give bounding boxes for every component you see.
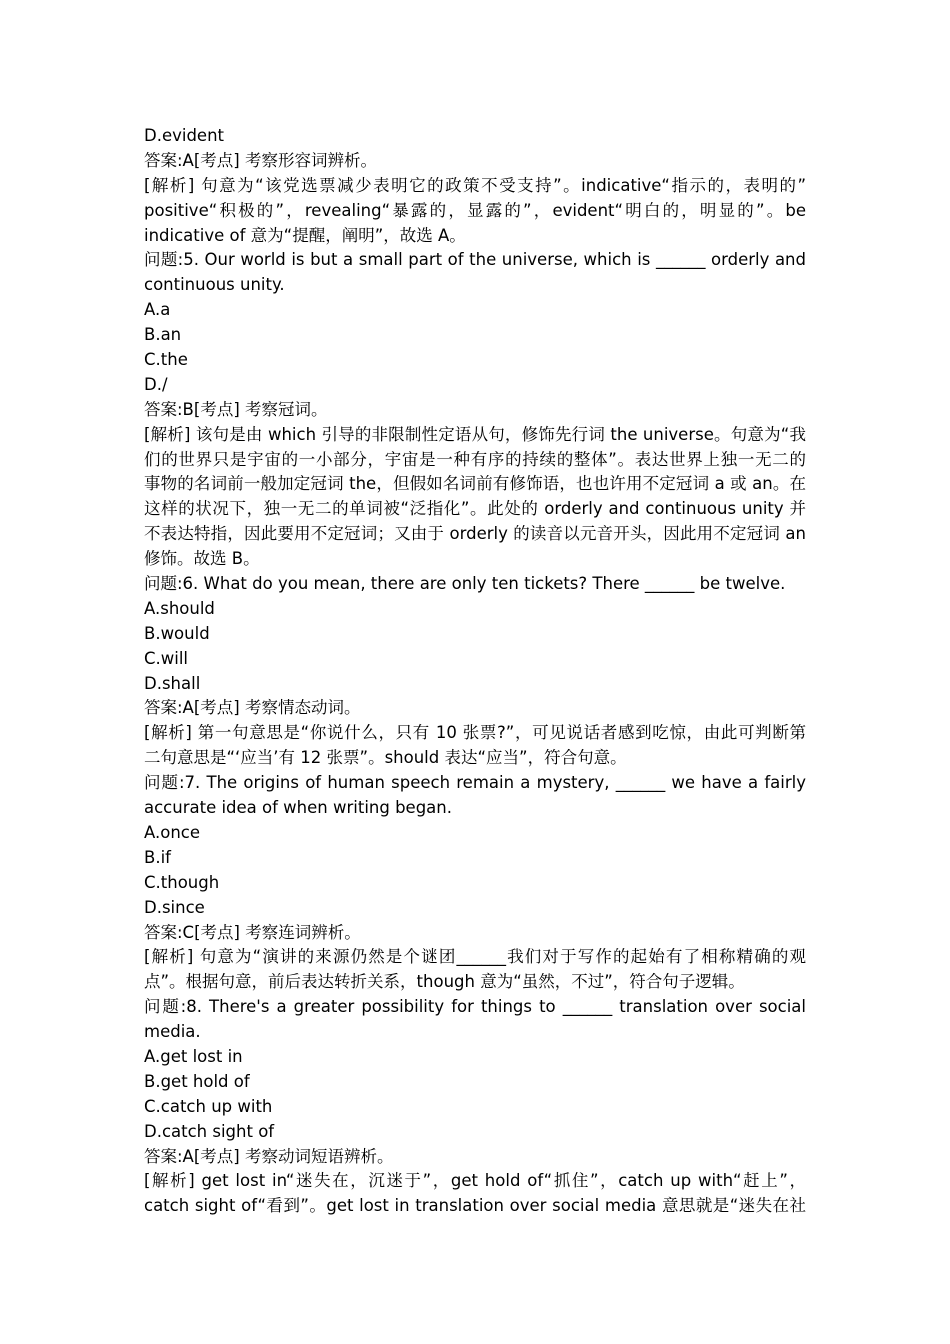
text-line: [解析] 第一句意思是“你说什么，只有 10 张票?”，可见说话者感到吃惊，由此可判断第 [144,723,806,743]
text-line: 答案:A[考点] 考察动词短语辨析。 [144,1146,394,1166]
text-line: A.should [144,598,215,618]
text-line: B.get hold of [144,1071,250,1091]
text-line: A.a [144,300,171,320]
text-line: continuous unity. [144,275,285,295]
text-line: 问题:5. Our world is but a small part of the universe, which is ______ orderly and [144,250,806,270]
text-line: 答案:C[考点] 考察连词辨析。 [144,922,361,942]
text-line: D.evident [144,126,225,145]
text-line: D./ [144,374,168,394]
text-line: 不表达特指，因此要用不定冠词；又由于 orderly 的读音以元音开头，因此用不定冠词 an [144,524,806,544]
text-line: [解析] get lost in“迷失在，沉迷于”，get hold of“抓住”，catch up with“赶上”， [144,1171,806,1191]
text-line: [解析] 句意为“该党选票减少表明它的政策不受支持”。indicative“指示的，表明的” [144,175,806,195]
text-line: C.though [144,872,220,892]
text-line: 修饰。故选 B。 [144,549,260,569]
text-line: D.shall [144,673,201,693]
text-line: 二句意思是“‘应当’有 12 张票”。should 表达“应当”，符合句意。 [144,748,627,768]
text-line: [解析] 句意为“演讲的来源仍然是个谜团______我们对于写作的起始有了相称精确的观 [144,947,806,967]
text-line: C.will [144,648,189,668]
text-line: positive“积极的”，revealing“暴露的，显露的”，evident“明白的，明显的”。be [144,200,806,220]
text-line: 问题:7. The origins of human speech remain a mystery, ______ we have a fairly [144,773,806,793]
text-line: catch sight of“看到”。get lost in translation over social media 意思就是“迷失在社 [144,1196,806,1216]
text-line: B.an [144,325,182,345]
text-line: 答案:B[考点] 考察冠词。 [144,399,328,419]
text-line: 问题:8. There's a greater possibility for things to ______ translation over social [144,997,806,1017]
text-line: A.once [144,822,201,842]
text-line: 答案:A[考点] 考察形容词辨析。 [144,150,377,170]
text-line: C.catch up with [144,1096,273,1116]
text-line: 们的世界只是宇宙的一小部分，宇宙是一种有序的持续的整体”。表达世界上独一无二的 [144,449,806,469]
text-line: B.if [144,847,171,867]
text-line: B.would [144,623,210,643]
document-page [144,124,806,1219]
text-line: 事物的名词前一般加定冠词 the，但假如名词前有修饰语，也也许用不定冠词 a 或 an。在 [144,474,806,494]
text-line: 答案:A[考点] 考察情态动词。 [144,698,361,718]
text-line: 这样的状况下，独一无二的单词被“泛指化”。此处的 orderly and continuous unity 并 [144,499,806,519]
text-line: D.catch sight of [144,1121,275,1141]
text-line: A.get lost in [144,1046,243,1066]
text-line: accurate idea of when writing began. [144,798,452,818]
text-line: media. [144,1022,201,1042]
text-line: 点”。根据句意，前后表达转折关系，though 意为“虽然，不过”，符合句子逻辑。 [144,972,745,992]
text-line: D.since [144,897,205,917]
text-line: C.the [144,350,188,370]
text-line: indicative of 意为“提醒，阐明”，故选 A。 [144,225,466,245]
text-line: 问题:6. What do you mean, there are only ten tickets? There ______ be twelve. [144,574,786,594]
text-line: [解析] 该句是由 which 引导的非限制性定语从句，修饰先行词 the universe。句意为“我 [144,424,806,444]
